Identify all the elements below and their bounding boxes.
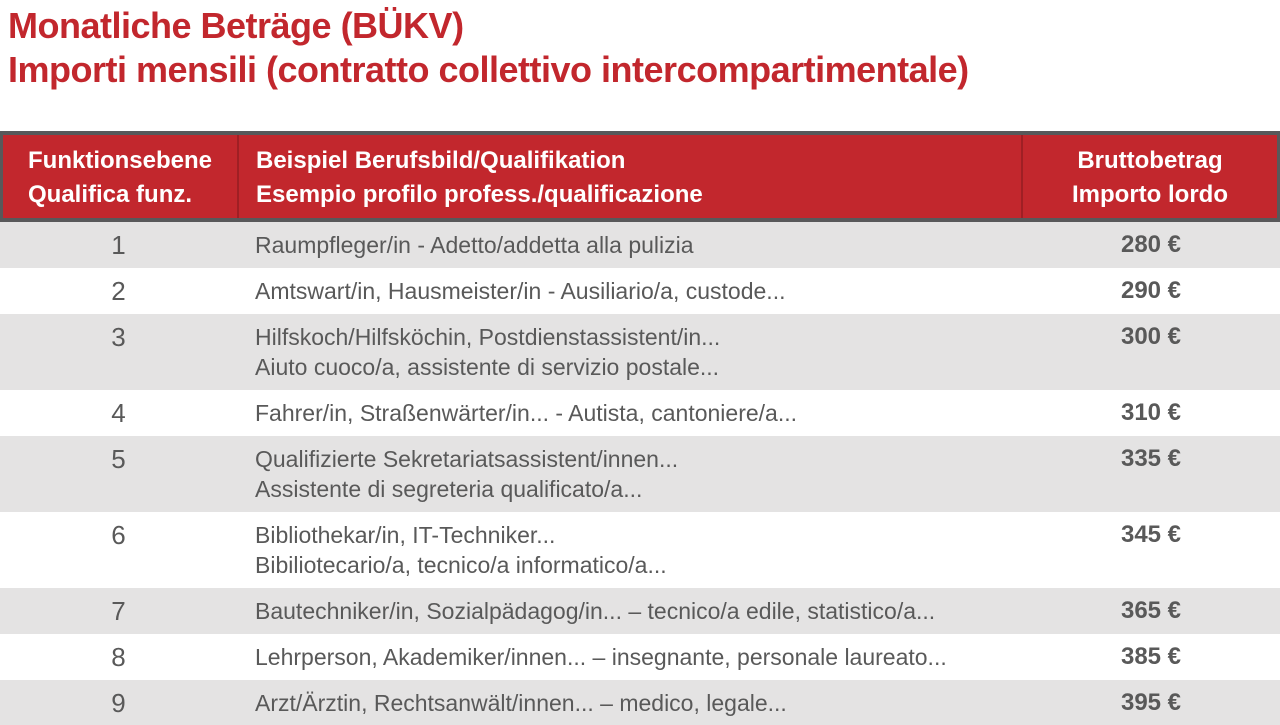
- page-title: [8, 4, 1280, 92]
- table-row: [0, 268, 1280, 314]
- gross-amount-cell: 280 €: [1120, 231, 1182, 258]
- page-title-line-it: Importi mensili (contratto collettivo intercompartimentale): [8, 49, 969, 90]
- salary-table: [0, 131, 1280, 725]
- job-description-line: Fahrer/in, Straßenwärter/in... - Autista, cantoniere/a...: [255, 400, 798, 426]
- function-level-cell: 8: [111, 642, 126, 672]
- job-description-line: Bautechniker/in, Sozialpädagog/in... – tecnico/a edile, statistico/a...: [255, 598, 936, 624]
- job-description-cell: [237, 322, 1022, 382]
- page-title-line-de: Monatliche Beträge (BÜKV): [8, 5, 464, 46]
- job-description-line: Hilfskoch/Hilfsköchin, Postdienstassistent/in...: [255, 324, 721, 350]
- table-row: [0, 222, 1280, 268]
- gross-amount-cell: 385 €: [1120, 643, 1182, 670]
- column-header-amount: [1021, 135, 1277, 218]
- function-level-cell: 6: [111, 520, 126, 550]
- column-header-example: [237, 135, 1021, 218]
- column-header-level: [3, 142, 237, 212]
- gross-amount-cell: 300 €: [1120, 323, 1182, 350]
- table-row: [0, 436, 1280, 512]
- gross-amount-cell: 335 €: [1120, 445, 1182, 472]
- job-description-line: Assistente di segreteria qualificato/a...: [255, 476, 643, 502]
- job-description-cell: [237, 398, 1022, 428]
- function-level-cell: 5: [111, 444, 126, 474]
- job-description-line: Lehrperson, Akademiker/innen... – insegnante, personale laureato...: [255, 644, 947, 670]
- job-description-line: Qualifizierte Sekretariatsassistent/innen...: [255, 446, 679, 472]
- table-header-row: [0, 131, 1280, 222]
- job-description-cell: [237, 688, 1022, 718]
- table-row: [0, 390, 1280, 436]
- job-description-line: Bibliothekar/in, IT-Techniker...: [255, 522, 556, 548]
- function-level-cell: 7: [111, 596, 126, 626]
- job-description-line: Arzt/Ärztin, Rechtsanwält/innen... – medico, legale...: [255, 690, 787, 716]
- job-description-cell: [237, 444, 1022, 504]
- function-level-cell: 4: [111, 398, 126, 428]
- gross-amount-cell: 365 €: [1120, 597, 1182, 624]
- job-description-line: Bibiliotecario/a, tecnico/a informatico/a...: [255, 552, 667, 578]
- function-level-cell: 2: [111, 276, 126, 306]
- column-header-level-it: Qualifica funz.: [28, 180, 193, 208]
- job-description-cell: [237, 276, 1022, 306]
- table-row: [0, 634, 1280, 680]
- column-header-example-de: Beispiel Berufsbild/Qualifikation: [256, 146, 626, 174]
- column-header-amount-de: Bruttobetrag: [1077, 146, 1223, 174]
- gross-amount-cell: 345 €: [1120, 521, 1182, 548]
- table-body: [0, 222, 1280, 725]
- gross-amount-cell: 395 €: [1120, 689, 1182, 716]
- job-description-cell: [237, 596, 1022, 626]
- gross-amount-cell: 310 €: [1120, 399, 1182, 426]
- column-header-amount-it: Importo lordo: [1072, 180, 1228, 208]
- column-header-level-de: Funktionsebene: [28, 146, 213, 174]
- table-row: [0, 314, 1280, 390]
- job-description-line: Aiuto cuoco/a, assistente di servizio postale...: [255, 354, 720, 380]
- table-row: [0, 588, 1280, 634]
- job-description-cell: [237, 520, 1022, 580]
- column-header-example-it: Esempio profilo profess./qualificazione: [256, 180, 703, 208]
- function-level-cell: 1: [111, 230, 126, 260]
- table-row: [0, 680, 1280, 725]
- job-description-line: Amtswart/in, Hausmeister/in - Ausiliario/a, custode...: [255, 278, 786, 304]
- function-level-cell: 3: [111, 322, 126, 352]
- job-description-cell: [237, 230, 1022, 260]
- function-level-cell: 9: [111, 688, 126, 718]
- gross-amount-cell: 290 €: [1120, 277, 1182, 304]
- job-description-line: Raumpfleger/in - Adetto/addetta alla pulizia: [255, 232, 694, 258]
- table-row: [0, 512, 1280, 588]
- job-description-cell: [237, 642, 1022, 672]
